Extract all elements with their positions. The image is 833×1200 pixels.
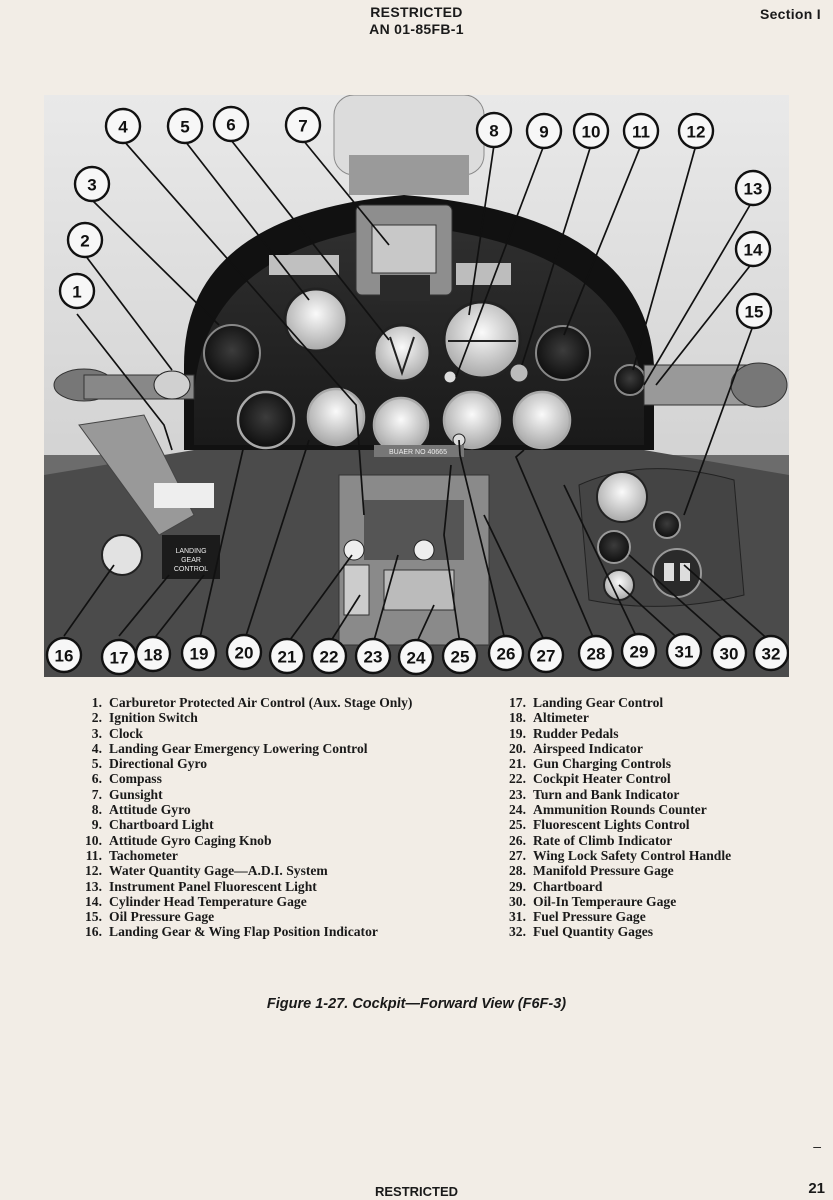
callout-19 — [182, 636, 216, 670]
legend-item — [494, 924, 814, 939]
callout-25 — [443, 639, 477, 673]
callout-32 — [754, 636, 788, 670]
legend-item — [70, 924, 480, 939]
callout-number: 26 — [496, 644, 516, 664]
svg-text:GEAR: GEAR — [181, 557, 201, 564]
legend-item — [494, 771, 814, 786]
legend-item-number: 10. — [85, 832, 102, 848]
legend-item-number: 3. — [91, 725, 102, 741]
legend-item-label: Attitude Gyro — [109, 802, 191, 818]
callout-number: 28 — [586, 644, 606, 664]
callout-number: 4 — [118, 117, 128, 137]
legend-item-label: Oil Pressure Gage — [109, 909, 215, 925]
legend-item-number: 17. — [509, 695, 526, 710]
legend-item-label: Instrument Panel Fluorescent Light — [109, 878, 317, 894]
callout-14 — [736, 232, 770, 266]
callout-16 — [47, 638, 81, 672]
legend-item — [70, 726, 480, 741]
legend-item-number: 15. — [85, 909, 102, 925]
callout-number: 18 — [143, 645, 163, 665]
callout-number: 25 — [450, 647, 470, 667]
legend-item-number: 12. — [85, 863, 102, 879]
legend-item — [70, 787, 480, 802]
callout-22 — [312, 639, 346, 673]
legend-left-column — [70, 695, 480, 940]
legend-item-number: 29. — [509, 878, 526, 894]
callout-28 — [579, 636, 613, 670]
callout-27 — [529, 638, 563, 672]
callout-26 — [489, 636, 523, 670]
legend-item-label: Landing Gear Emergency Lowering Control — [109, 740, 368, 756]
legend-item — [494, 909, 814, 924]
callout-number: 19 — [189, 644, 209, 664]
legend-item-number: 23. — [509, 786, 526, 802]
callout-24 — [399, 640, 433, 674]
callout-number: 11 — [632, 122, 650, 142]
legend-item-label: Oil-In Temperaure Gage — [533, 893, 677, 909]
legend-item-number: 24. — [509, 802, 526, 818]
legend-item — [494, 817, 814, 832]
legend-item-label: Water Quantity Gage—A.D.I. System — [109, 863, 328, 879]
legend-item — [70, 771, 480, 786]
callout-10 — [574, 114, 608, 148]
callout-13 — [736, 171, 770, 205]
callout-number: 2 — [80, 231, 90, 251]
document-number: AN 01-85FB-1 — [369, 21, 464, 37]
callout-number: 30 — [719, 644, 739, 664]
legend-item-label: Altimeter — [533, 710, 589, 726]
legend-item-number: 31. — [509, 909, 526, 925]
legend-right-column — [494, 695, 814, 940]
legend-item-label: Carburetor Protected Air Control (Aux. Stage Only) — [109, 695, 413, 710]
callout-number: 22 — [319, 647, 339, 667]
legend-item — [70, 863, 480, 878]
legend-item — [494, 879, 814, 894]
callout-6 — [214, 107, 248, 141]
svg-text:CONTROL: CONTROL — [173, 566, 209, 573]
legend-item — [70, 909, 480, 924]
legend-item — [70, 894, 480, 909]
callout-21 — [270, 639, 304, 673]
callout-number: 6 — [226, 115, 236, 135]
legend-item-number: 9. — [91, 817, 102, 833]
legend-item-label: Clock — [109, 725, 143, 741]
legend-item — [70, 741, 480, 756]
callout-number: 7 — [298, 116, 308, 136]
callout-number: 21 — [277, 647, 297, 667]
legend-item — [494, 741, 814, 756]
legend-item-label: Compass — [109, 771, 162, 787]
legend-item — [70, 756, 480, 771]
figure-caption: Figure 1-27. Cockpit—Forward View (F6F-3) — [266, 996, 567, 1012]
callout-15 — [737, 294, 771, 328]
legend-item-label: Attitude Gyro Caging Knob — [109, 832, 272, 848]
cockpit-photo — [44, 95, 789, 677]
legend-item-number: 18. — [509, 710, 526, 726]
legend-item-label: Tachometer — [109, 847, 178, 863]
callout-number: 14 — [743, 240, 763, 260]
legend-item-number: 11. — [85, 847, 102, 863]
callout-number: 31 — [674, 642, 694, 662]
legend-item — [70, 695, 480, 710]
callout-1 — [60, 274, 94, 308]
legend-item-number: 6. — [91, 771, 102, 787]
legend-item-number: 14. — [85, 893, 102, 909]
legend-item-number: 16. — [85, 924, 102, 940]
legend-item-label: Ignition Switch — [109, 710, 198, 726]
callout-number: 16 — [54, 646, 74, 666]
legend-item-number: 26. — [509, 832, 526, 848]
page-mark: – — [813, 1138, 821, 1154]
legend-item-number: 20. — [509, 740, 526, 756]
legend-item-label: Cylinder Head Temperature Gage — [109, 893, 307, 909]
callout-number: 5 — [180, 117, 190, 137]
callout-number: 17 — [109, 648, 129, 668]
legend-item — [70, 833, 480, 848]
legend-item — [70, 802, 480, 817]
callout-3 — [75, 167, 109, 201]
legend-item-label: Fuel Quantity Gages — [533, 924, 654, 940]
legend-item-number: 2. — [91, 710, 102, 726]
legend-item-label: Rudder Pedals — [533, 725, 619, 741]
callout-30 — [712, 636, 746, 670]
legend-item — [70, 879, 480, 894]
legend-item — [70, 710, 480, 725]
callout-number: 12 — [686, 122, 706, 142]
callout-12 — [679, 114, 713, 148]
callout-20 — [227, 635, 261, 669]
legend-item-number: 1. — [91, 695, 102, 710]
legend-item — [494, 787, 814, 802]
callout-number: 10 — [581, 122, 601, 142]
callout-number: 27 — [536, 646, 556, 666]
legend-item-number: 30. — [509, 893, 526, 909]
callout-number: 29 — [629, 642, 649, 662]
legend-item-label: Gun Charging Controls — [533, 756, 671, 772]
legend-item — [70, 817, 480, 832]
callout-31 — [667, 634, 701, 668]
callout-2 — [68, 223, 102, 257]
callout-number: 13 — [743, 179, 763, 199]
legend-item-label: Turn and Bank Indicator — [533, 786, 680, 802]
legend-item — [494, 863, 814, 878]
legend-item-label: Landing Gear & Wing Flap Position Indicator — [109, 924, 378, 940]
callout-number: 1 — [72, 282, 82, 302]
legend-item-number: 8. — [91, 802, 102, 818]
page-number: 21 — [808, 1180, 825, 1197]
callout-number: 23 — [363, 647, 383, 667]
legend-item — [494, 894, 814, 909]
legend-item — [494, 726, 814, 741]
callout-8 — [477, 113, 511, 147]
legend-item — [70, 848, 480, 863]
header-classification: RESTRICTED — [370, 4, 463, 20]
legend-item-number: 13. — [85, 878, 102, 894]
legend-item-number: 28. — [509, 863, 526, 879]
legend-item-label: Ammunition Rounds Counter — [533, 802, 707, 818]
legend-item-number: 19. — [509, 725, 526, 741]
callout-4 — [106, 109, 140, 143]
legend-item-number: 27. — [509, 847, 526, 863]
placard-landing-gear: LANDING — [175, 548, 207, 555]
callout-number: 15 — [744, 302, 764, 322]
legend-item — [494, 710, 814, 725]
callout-11 — [624, 114, 658, 148]
callout-29 — [622, 634, 656, 668]
legend-item-label: Gunsight — [109, 786, 163, 802]
legend-item-label: Landing Gear Control — [533, 695, 664, 710]
legend-item — [494, 833, 814, 848]
legend-item — [494, 695, 814, 710]
legend-item-label: Fuel Pressure Gage — [533, 909, 646, 925]
legend-item-label: Chartboard Light — [109, 817, 214, 833]
footer-classification: RESTRICTED — [374, 1184, 459, 1199]
legend-item-label: Rate of Climb Indicator — [533, 832, 673, 848]
legend-item-number: 32. — [509, 924, 526, 940]
legend-item — [494, 802, 814, 817]
legend-item-number: 25. — [509, 817, 526, 833]
legend-item-number: 21. — [509, 756, 526, 772]
callout-5 — [168, 109, 202, 143]
legend-item-label: Wing Lock Safety Control Handle — [533, 847, 732, 863]
callout-17 — [102, 640, 136, 674]
legend-item — [494, 756, 814, 771]
legend-item-number: 4. — [91, 740, 102, 756]
legend-item-label: Manifold Pressure Gage — [533, 863, 674, 879]
callout-18 — [136, 637, 170, 671]
callout-number: 9 — [539, 122, 549, 142]
callout-number: 8 — [489, 121, 499, 141]
legend-item-number: 7. — [91, 786, 102, 802]
callout-23 — [356, 639, 390, 673]
legend-item-label: Directional Gyro — [109, 756, 208, 772]
legend-item-number: 22. — [509, 771, 526, 787]
callout-number: 24 — [406, 648, 426, 668]
legend-item-label: Fluorescent Lights Control — [533, 817, 690, 833]
callout-number: 32 — [761, 644, 781, 664]
callout-number: 3 — [87, 175, 97, 195]
legend-item-label: Chartboard — [533, 878, 603, 894]
legend-item — [494, 848, 814, 863]
legend-item-label: Cockpit Heater Control — [533, 771, 671, 787]
nameplate-text: BUAER NO 40665 — [389, 449, 447, 456]
legend-item-number: 5. — [91, 756, 102, 772]
section-label: Section I — [759, 6, 821, 22]
legend-item-label: Airspeed Indicator — [533, 740, 643, 756]
callout-number: 20 — [234, 643, 254, 663]
callout-9 — [527, 114, 561, 148]
callout-7 — [286, 108, 320, 142]
